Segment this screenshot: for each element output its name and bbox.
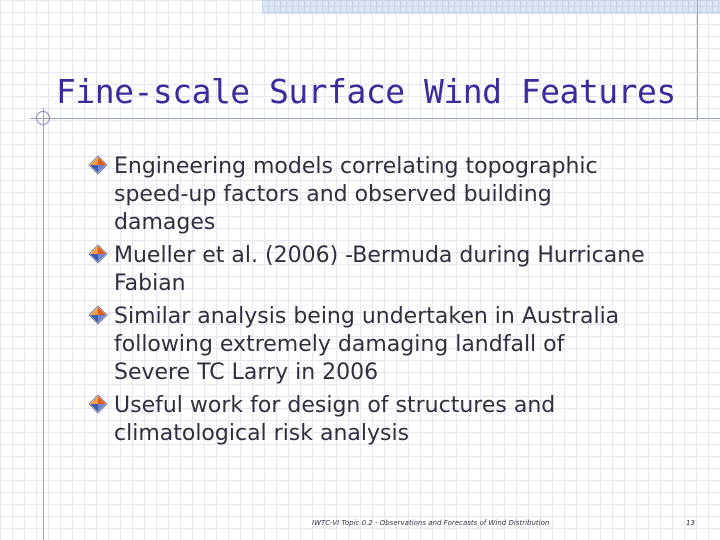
- bullet-text: Mueller et al. (2006) -Bermuda during Hurricane Fabian: [114, 243, 645, 296]
- slide-footer: IWTC-VI Topic 0.2 - Observations and Forecasts of Wind Distribution: [312, 519, 550, 527]
- diamond-bullet-icon: [88, 155, 108, 175]
- corner-circle-ornament: [36, 111, 50, 125]
- bullet-list: [86, 153, 646, 453]
- bullet-text: Useful work for design of structures and climatological risk analysis: [114, 393, 556, 446]
- title-underline-rule: [30, 118, 720, 119]
- bullet-text: Similar analysis being undertaken in Australia following extremely damaging landfall of Severe TC Larry in 2006: [114, 304, 620, 385]
- diamond-bullet-icon: [88, 394, 108, 414]
- bullet-item: [86, 242, 646, 298]
- page-number: 13: [686, 519, 695, 527]
- bullet-item: [86, 303, 646, 387]
- diamond-bullet-icon: [88, 244, 108, 264]
- bullet-item: [86, 392, 646, 448]
- slide-title: Fine-scale Surface Wind Features: [56, 72, 676, 111]
- bullet-text: Engineering models correlating topographic speed-up factors and observed building damages: [114, 154, 598, 235]
- header-band: [262, 0, 720, 14]
- bullet-item: [86, 153, 646, 237]
- decorative-vertical-rule-right: [697, 0, 698, 120]
- decorative-vertical-rule-left: [43, 108, 44, 540]
- diamond-bullet-icon: [88, 305, 108, 325]
